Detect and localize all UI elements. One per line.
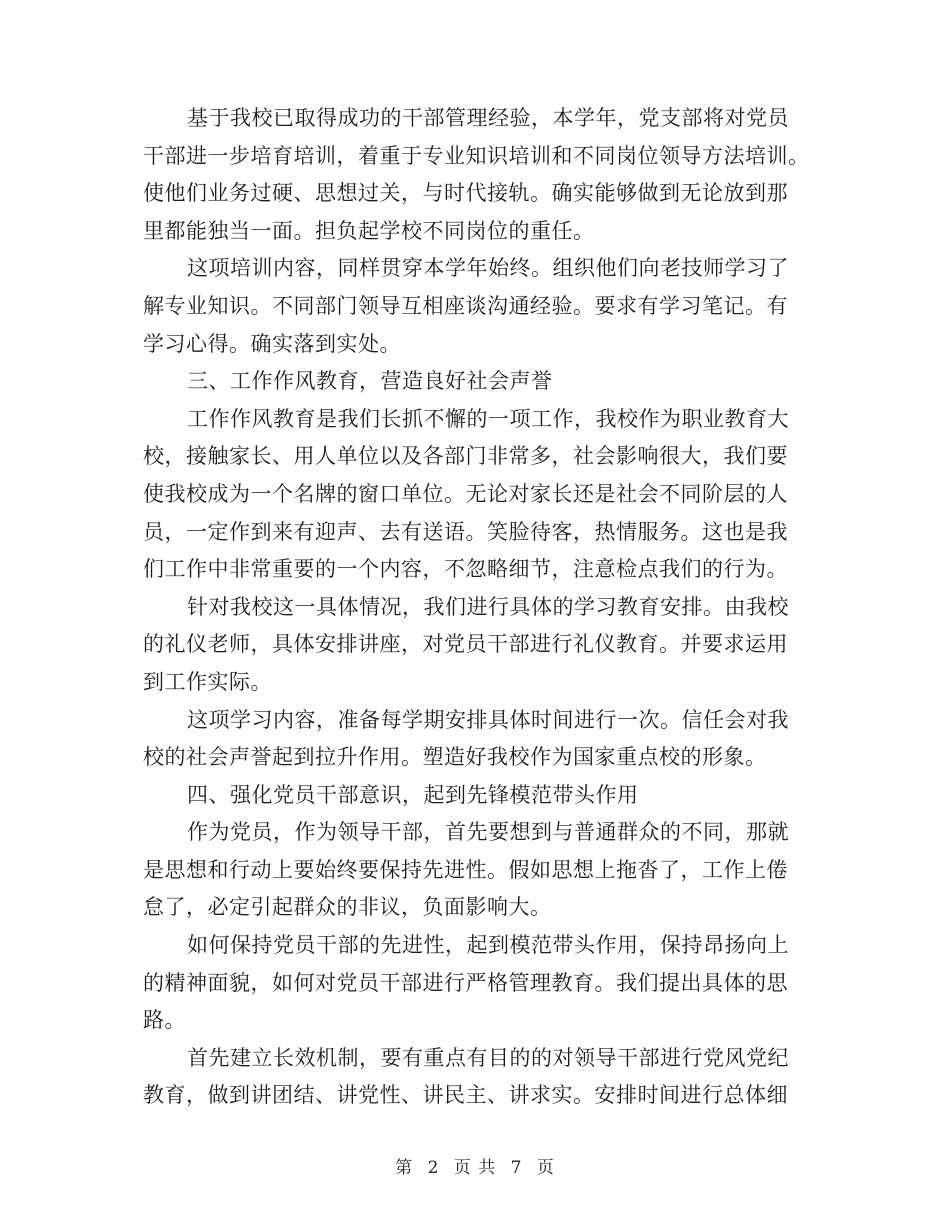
paragraph — [143, 702, 813, 777]
paragraph — [143, 250, 813, 363]
text-line: 如何保持党员干部的先进性，起到模范带头作用，保持昂扬向上 — [187, 933, 789, 958]
paragraph — [143, 363, 813, 401]
text-line: 工作作风教育是我们长抓不懈的一项工作，我校作为职业教育大 — [187, 406, 789, 431]
paragraph — [143, 589, 813, 702]
text-line: 这项学习内容，准备每学期安排具体时间进行一次。信任会对我 — [187, 707, 789, 732]
text-line: 里都能独当一面。担负起学校不同岗位的重任。 — [143, 218, 595, 243]
text-line: 学习心得。确实落到实处。 — [143, 331, 401, 356]
footer-total-pages: 7 — [510, 1158, 523, 1178]
text-line: 路。 — [143, 1008, 186, 1033]
text-line: 校的社会声誉起到拉升作用。塑造好我校作为国家重点校的形象。 — [143, 745, 767, 770]
paragraph — [143, 777, 813, 815]
text-line: 使我校成为一个名牌的窗口单位。无论对家长还是社会不同阶层的人 — [143, 481, 788, 506]
paragraph — [143, 1040, 813, 1115]
footer-current-page: 2 — [427, 1158, 440, 1178]
text-line: 校，接触家长、用人单位以及各部门非常多，社会影响很大，我们要 — [143, 444, 788, 469]
footer-suffix: 页 — [536, 1158, 555, 1178]
text-line: 首先建立长效机制，要有重点有目的的对领导干部进行党风党纪 — [187, 1045, 789, 1070]
text-line: 教育，做到讲团结、讲党性、讲民主、讲求实。安排时间进行总体细 — [143, 1083, 788, 1108]
text-line: 基于我校已取得成功的干部管理经验，本学年，党支部将对党员 — [187, 106, 789, 130]
footer-prefix: 第 — [395, 1158, 414, 1178]
text-line: 是思想和行动上要始终要保持先进性。假如思想上拖沓了，工作上倦 — [143, 857, 788, 882]
text-line: 这项培训内容，同样贯穿本学年始终。组织他们向老技师学习了 — [187, 256, 789, 281]
paragraph — [143, 814, 813, 927]
text-line: 三、工作作风教育，营造良好社会声誉 — [187, 369, 553, 394]
paragraph — [143, 100, 813, 250]
document-body — [143, 100, 813, 1115]
text-line: 怠了，必定引起群众的非议，负面影响大。 — [143, 895, 552, 920]
text-line: 到工作实际。 — [143, 669, 272, 694]
text-line: 干部进一步培育培训，着重于专业知识培训和不同岗位领导方法培训。 — [143, 143, 810, 168]
text-line: 作为党员，作为领导干部，首先要想到与普通群众的不同，那就 — [187, 820, 789, 845]
text-line: 使他们业务过硬、思想过关，与时代接轨。确实能够做到无论放到那 — [143, 181, 788, 206]
text-line: 们工作中非常重要的一个内容，不忽略细节，注意检点我们的行为。 — [143, 557, 788, 582]
text-line: 的礼仪老师，具体安排讲座，对党员干部进行礼仪教育。并要求运用 — [143, 632, 788, 657]
text-line: 四、强化党员干部意识，起到先锋模范带头作用 — [187, 782, 639, 807]
footer-middle: 页 共 — [453, 1158, 497, 1178]
text-line: 解专业知识。不同部门领导互相座谈沟通经验。要求有学习笔记。有 — [143, 293, 788, 318]
text-line: 的精神面貌，如何对党员干部进行严格管理教育。我们提出具体的思 — [143, 970, 788, 995]
text-line: 员，一定作到来有迎声、去有送语。笑脸待客，热情服务。这也是我 — [143, 519, 788, 544]
text-line: 针对我校这一具体情况，我们进行具体的学习教育安排。由我校 — [187, 594, 789, 619]
page-footer — [0, 1153, 950, 1178]
paragraph — [143, 927, 813, 1040]
paragraph — [143, 401, 813, 589]
